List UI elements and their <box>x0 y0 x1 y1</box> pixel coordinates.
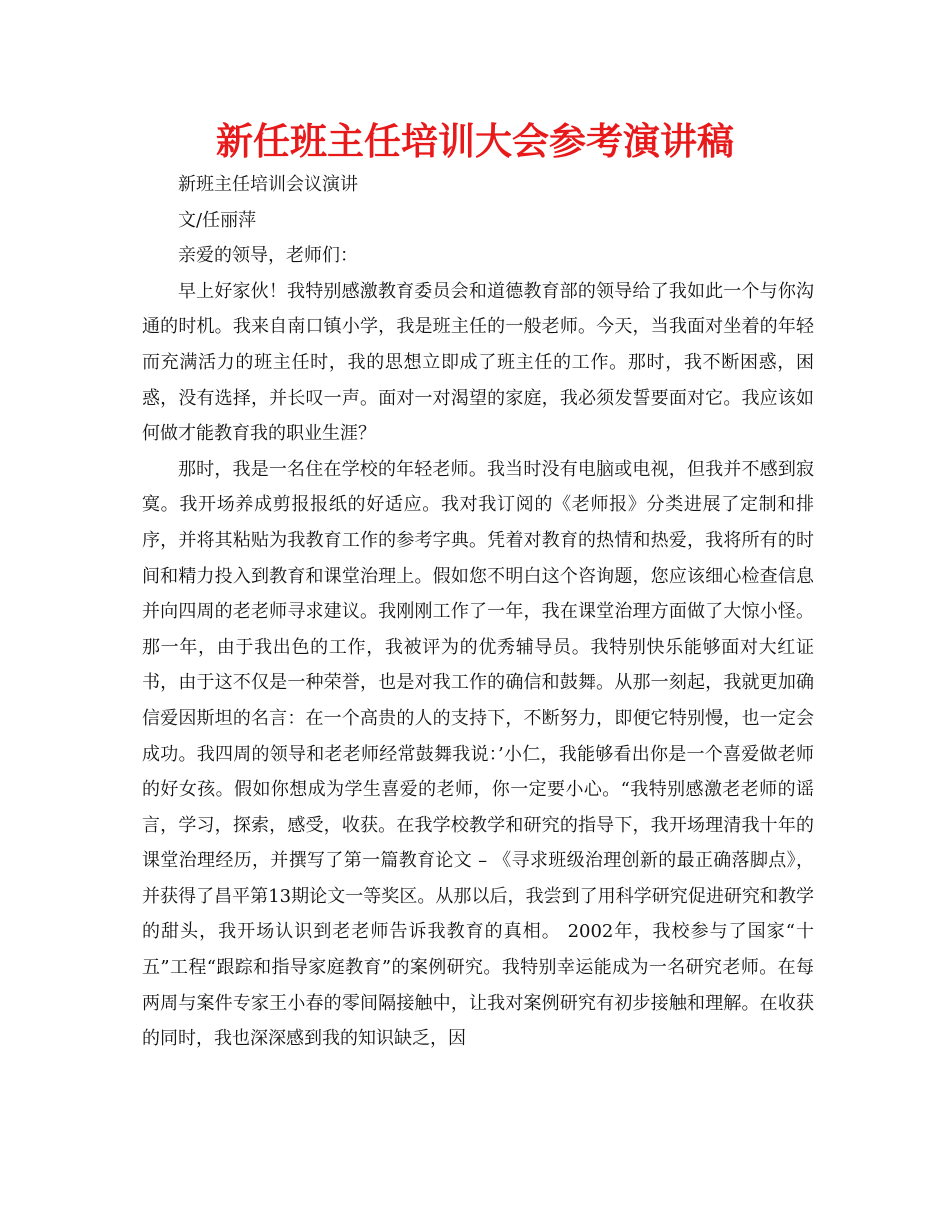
body-paragraph: 那时，我是一名住在学校的年轻老师。我当时没有电脑或电视，但我并不感到寂寞。我开场养成剪报报纸的好适应。我对我订阅的《老师报》分类进展了定制和排序，并将其粘贴为我教育工作的参考字典。凭着对教育的热情和热爱，我将所有的时间和精力投入到教育和课堂治理上。假如您不明白这个咨询题，您应该细心检查信息并向四周的老老师寻求建议。我刚刚工作了一年，我在课堂治理方面做了大惊小怪。那一年，由于我出色的工作，我被评为的优秀辅导员。我特别快乐能够面对大红证书，由于这不仅是一种荣誉，也是对我工作的确信和鼓舞。从那一刻起，我就更加确信爱因斯坦的名言：在一个高贵的人的支持下，不断努力，即便它特别慢，也一定会成功。我四周的领导和老老师经常鼓舞我说：’小仁，我能够看出你是一个喜爱做老师的好女孩。假如你想成为学生喜爱的老师，你一定要小心。“我特别感激老老师的谣言，学习，探索，感受，收获。在我学校教学和研究的指导下，我开场理清我十年的课堂治理经历，并撰写了第一篇教育论文 – 《寻求班级治理创新的最正确落脚点》，并获得了昌平第13期论文一等奖区。从那以后，我尝到了用科学研究促进研究和教学的甜头，我开场认识到老老师告诉我教育的真相。 2002年，我校参与了国家“十五”工程“跟踪和指导家庭教育”的案例研究。我特别幸运能成为一名研究老师。在每两周与案件专家王小春的零间隔接触中，让我对案例研究有初步接触和理解。在收获的同时，我也深深感到我的知识缺乏，因 <box>142 458 814 1050</box>
author-line: 文/任丽萍 <box>178 209 257 231</box>
subtitle-line: 新班主任培训会议演讲 <box>178 174 358 195</box>
document-title: 新任班主任培训大会参考演讲稿 <box>216 120 734 163</box>
body-paragraph: 早上好家伙！我特别感激教育委员会和道德教育部的领导给了我如此一个与你沟通的时机。我来自南口镇小学，我是班主任的一般老师。今天，当我面对坐着的年轻而充满活力的班主任时，我的思想立即成了班主任的工作。那时，我不断困惑，困惑，没有选择，并长叹一声。面对一对渴望的家庭，我必须发誓要面对它。我应该如何做才能教育我的职业生涯？ <box>142 280 814 445</box>
salutation-line: 亲爱的领导，老师们： <box>178 245 358 267</box>
document-body <box>142 167 814 1057</box>
